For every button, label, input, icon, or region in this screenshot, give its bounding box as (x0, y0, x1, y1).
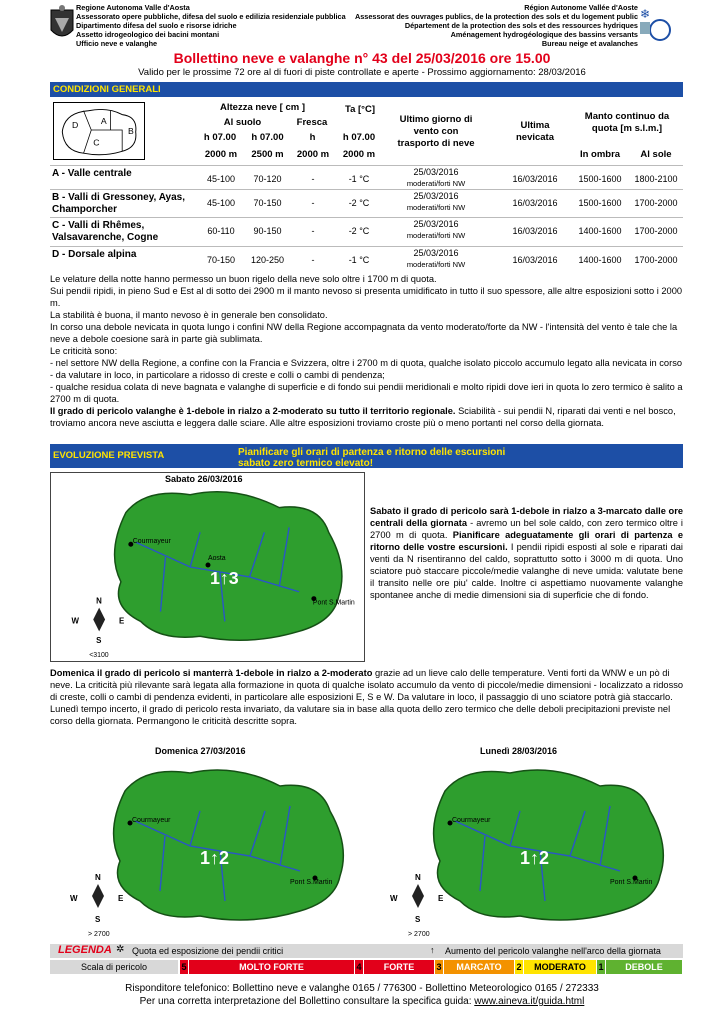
wind-date: 25/03/2016 (413, 248, 459, 258)
th-time: h 07.00 (251, 132, 284, 143)
th-ta: Ta [°C] (344, 104, 375, 115)
minimap-label: D (71, 120, 79, 131)
cover-shade: 1400-1600 (578, 226, 622, 236)
header-left-line: Assessorato opere pubbliche, difesa del suolo e edilizia residenziale pubblica (76, 12, 346, 21)
snow-2000: 45-100 (206, 198, 236, 208)
paragraph-tail: Sciabilità - sui pendii N, riparati dai venti e nel bosco, troviamo ancora neve asciutta e leggera dalle sciare. Alle altre esposizioni troviamo croste più o meno portanti nel corso della giornata. (50, 406, 676, 428)
minimap-label: A (100, 116, 107, 127)
header-right (355, 3, 638, 48)
compass-e: E (118, 894, 124, 903)
header-left (76, 3, 346, 48)
scale-level-label: MODERATO (524, 960, 596, 974)
sunday-bold: Domenica il grado di pericolo si manterrà 1-debole in rialzo a 2-moderato (50, 668, 373, 678)
th-time: h 07.00 (342, 132, 376, 143)
compass-w: W (71, 616, 79, 626)
header-left-line: Regione Autonoma Valle d'Aosta (76, 3, 190, 12)
place-pont: Pont S.Martin (312, 599, 355, 607)
legend-bar (50, 944, 683, 958)
arrow-up-icon: ↑ (430, 945, 435, 955)
legend-left: Quota ed esposizione dei pendii critici (132, 946, 284, 956)
snow-2500: 90-150 (253, 226, 282, 236)
legend-right: Aumento del pericolo valanghe nell'arco della giornata (445, 946, 661, 956)
temperature: -1 °C (348, 255, 370, 265)
compass-n: N (415, 873, 421, 882)
th-time: h (309, 132, 316, 143)
zone-name: B - Valli di Gressoney, Ayas, Champorcher (52, 192, 186, 215)
th-time: h 07.00 (203, 132, 237, 143)
table-row (50, 246, 683, 274)
minimap-label: C (93, 137, 100, 148)
header-left-line: Assetto idrogeologico dei bacini montani (76, 30, 220, 39)
header-right-line: Département de la protection des sols et des ressources hydriques (404, 21, 638, 30)
compass-n: N (96, 596, 102, 606)
sunday-danger-level: 1↑2 (200, 848, 230, 868)
wind-desc: moderati/forti NW (406, 179, 466, 188)
th-quota: 2000 m (204, 149, 238, 160)
snow-2000: 45-100 (206, 174, 236, 184)
header (46, 3, 678, 49)
th-fresca: Fresca (296, 117, 328, 128)
paragraph: Le velature della notte hanno permesso un buon rigelo della neve solo oltre i 1700 m di quota. (50, 274, 437, 284)
saturday-label: Sabato 26/03/2016 (165, 474, 243, 484)
forecast-text (50, 667, 685, 727)
place-courmayeur: Courmayeur (452, 817, 491, 824)
saturday-map (50, 472, 365, 662)
th-quota: 2000 m (296, 149, 330, 160)
fresh-snow: - (311, 198, 315, 208)
last-snowfall: 16/03/2016 (512, 226, 558, 236)
paragraph: - nel settore NW della Regione, a confine con la Francia e Svizzera, oltre i 2700 m di quota, qualche isolato piccolo accumulo legato alla nevicata in corso - da valutare in loco, in particolare a ridosso di creste e colli o cambi di pendenza; (50, 358, 683, 380)
header-right-line: Région Autonome Vallée d'Aoste (524, 3, 638, 12)
cover-sun: 1800-2100 (634, 174, 678, 184)
place-pont: Pont S.Martin (610, 879, 653, 886)
snow-2500: 120-250 (250, 255, 285, 265)
general-conditions-text (50, 273, 685, 429)
cover-shade: 1500-1600 (578, 174, 622, 184)
monday-limit: > 2700 (408, 931, 430, 938)
paragraph: Sui pendii ripidi, in pieno Sud e Est al di sotto dei 2900 m il manto nevoso si presenta umidificato in tutto il suo spessore, alle altre esposizioni sotto i 2000 m. (50, 286, 683, 308)
sunday-limit: > 2700 (88, 931, 110, 938)
scale-level-number: 1 (598, 962, 604, 972)
saturday-text (370, 505, 683, 601)
zone-name: C - Valli di Rhêmes, Valsavarenche, Cogne (52, 220, 159, 243)
cover-shade: 1500-1600 (578, 198, 622, 208)
last-snowfall: 16/03/2016 (512, 198, 558, 208)
danger-scale (50, 960, 683, 974)
scale-level-label: FORTE (364, 960, 434, 974)
temperature: -2 °C (348, 226, 370, 236)
sunday-body: grazie ad un lieve calo delle temperature. Venti forti da WNW e un pò di neve. La criticità più rilevante sarà legata alla formazione in quota di qualche isolato accumulo da vento di piccole/medie dimensioni - localizzato a ridosso di creste, colli o cambi di pendenza evidenti, in particolare alle esposizioni E, S e W. Da valutare in loco, il passaggio di uno sciatore potrà già staccarlo. (50, 668, 684, 702)
wind-desc: moderati/forti NW (406, 203, 466, 212)
danger-summary: Il grado di pericolo valanghe è 1-debole in rialzo a 2-moderato su tutto il territorio regionale. (50, 406, 456, 416)
th-nevicata: Ultima nevicata (515, 120, 555, 143)
paragraph: Le criticità sono: (50, 346, 118, 356)
section-note: Pianificare gli orari di partenza e ritorno delle escursioni sabato zero termico elevato! (238, 447, 506, 469)
compass-e: E (438, 894, 444, 903)
section-evoluzione-prevista: EVOLUZIONE PREVISTA (50, 444, 683, 468)
th-ombra: In ombra (579, 149, 621, 160)
compass-w: W (70, 894, 78, 903)
scale-label: Scala di pericolo (50, 960, 178, 974)
zone-minimap (53, 102, 145, 160)
th-quota: 2000 m (342, 149, 376, 160)
zone-name: D - Dorsale alpina (52, 249, 137, 260)
saturday-body: I pendii ripidi esposti al sole e riparati dai venti da N risentiranno del caldo, soprattutto sotto i 3000 m di quota. Uno sciatore può staccare piccole/medie valanghe di neve umida: valutate bene il transito nelle ore piu' calde. Inoltre ci aspettiamo nuovamente valanghe spontanee anche di medie dimensioni sia di superficie che di fondo. (370, 542, 683, 600)
paragraph: In corso una debole nevicata in quota lungo i confini NW della Regione accompagnata da vento moderato/forte da NW - l'intensità del vento è tale che la neve a debole coesione sarà in parte già sublimata. (50, 322, 678, 344)
compass-s: S (96, 636, 102, 646)
header-left-line: Ufficio neve e valanghe (76, 39, 158, 48)
cover-sun: 1700-2000 (634, 198, 678, 208)
wind-desc: moderati/forti NW (406, 260, 466, 269)
aspect-rose-icon: ✲ (116, 944, 125, 955)
header-right-line: Aménagement hydrogéologique des bassins versants (450, 30, 638, 39)
compass-w: W (390, 894, 398, 903)
th-vento: Ultimo giorno di vento con trasporto di neve (397, 114, 475, 149)
fresh-snow: - (311, 255, 315, 265)
footer-phones: Risponditore telefonico: Bollettino neve e valanghe 0165 / 776300 - Bollettino Meteorologico 0165 / 272333 (125, 983, 599, 994)
scale-level-number: 5 (181, 962, 187, 972)
paragraph (50, 667, 685, 703)
cover-sun: 1700-2000 (634, 226, 678, 236)
wind-date: 25/03/2016 (413, 219, 459, 229)
place-courmayeur: Courmayeur (132, 817, 171, 824)
monday-map (380, 746, 683, 941)
sunday-label: Domenica 27/03/2016 (155, 746, 246, 756)
page-subtitle: Valido per le prossime 72 ore al di fuori di piste controllate e aperte - Prossimo aggiornamento: 28/03/2016 (138, 67, 586, 78)
saturday-bold: Sabato il grado di pericolo sarà 1-debole in rialzo a 3-marcato dalle ore centrali della giornata (370, 506, 683, 528)
scale-level-label: MOLTO FORTE (189, 960, 354, 974)
footer-guide-text: Per una corretta interpretazione del Bollettino consultare la specifica guida: (139, 996, 475, 1007)
saturday-limit: <3100 (89, 652, 109, 660)
page-title: Bollettino neve e valanghe n° 43 del 25/03/2016 ore 15.00 (173, 50, 551, 66)
header-left-line: Dipartimento difesa del suolo e risorse idriche (76, 21, 237, 30)
paragraph: Lunedì tempo incerto, il grado di pericolo resta invariato, da valutare sia in base alla quota dello zero termico che delle deboli precipitazioni previste nel corso della giornata. Permangono le criticità descritte sopra. (50, 704, 671, 726)
header-right-line: Bureau neige et avalanches (541, 39, 638, 48)
temperature: -2 °C (348, 198, 370, 208)
cover-shade: 1400-1600 (578, 255, 622, 265)
sunday-map (50, 746, 365, 941)
place-aosta: Aosta (207, 555, 226, 563)
zone-name: A - Valle centrale (52, 168, 132, 179)
compass-e: E (118, 616, 125, 626)
last-snowfall: 16/03/2016 (512, 255, 558, 265)
minimap-label: B (127, 125, 134, 136)
fresh-snow: - (311, 174, 315, 184)
monday-label: Lunedì 28/03/2016 (480, 746, 558, 756)
th-quota: 2500 m (251, 149, 284, 160)
saturday-body: - avremo un bel sole caldo, con zero termico oltre i 2700 m di quota. (370, 518, 683, 540)
scale-level-number: 2 (516, 962, 522, 972)
last-snowfall: 16/03/2016 (512, 174, 558, 184)
th-altezza: Altezza neve [ cm ] (220, 102, 305, 113)
table-row (50, 189, 683, 217)
section-condizioni-generali: CONDIZIONI GENERALI (50, 82, 683, 97)
compass-s: S (415, 915, 421, 924)
scale-level-number: 3 (436, 962, 442, 972)
legend-title: LEGENDA (58, 944, 112, 956)
scale-level-label: MARCATO (444, 960, 514, 974)
guide-link[interactable]: www.aineva.it/guida.html (474, 996, 585, 1007)
paragraph: La stabilità è buona, il manto nevoso è in generale ben consolidato. (50, 310, 328, 320)
wind-date: 25/03/2016 (413, 191, 459, 201)
temperature: -1 °C (348, 174, 370, 184)
snowflake-logo-icon (638, 6, 672, 42)
scale-level-number: 4 (356, 962, 362, 972)
svg-text:❄: ❄ (640, 7, 651, 21)
footer-guide (0, 995, 724, 1008)
snow-2500: 70-120 (253, 174, 282, 184)
snow-2000: 70-150 (206, 255, 236, 265)
wind-desc: moderati/forti NW (406, 231, 466, 240)
monday-danger-level: 1↑2 (520, 848, 550, 868)
fresh-snow: - (311, 226, 315, 236)
table-row (50, 217, 683, 245)
scale-level-label: DEBOLE (606, 960, 682, 974)
saturday-danger-level: 1↑3 (209, 567, 239, 588)
paragraph: - qualche residua colata di neve bagnata e valanghe di superficie e di fondo sui pendii meridionali e molto ripidi dove ieri in quota lo zero termico è salito a 2700 m di quota. (50, 382, 683, 404)
header-right-line: Assessorat des ouvrages publics, de la protection des sols et du logement public (354, 12, 638, 21)
th-suolo: Al suolo (223, 117, 262, 128)
th-manto: Manto continuo da quota [m s.l.m.] (584, 111, 670, 134)
compass-s: S (95, 915, 101, 924)
snow-2500: 70-150 (253, 198, 282, 208)
saturday-bold: Pianificare adeguatamente gli orari di partenza e ritorno delle vostre escursioni. (370, 530, 683, 552)
place-pont: Pont S.Martin (290, 879, 333, 886)
footer (0, 982, 724, 1008)
wind-date: 25/03/2016 (413, 167, 459, 177)
paragraph (50, 405, 685, 429)
th-sole: Al sole (640, 149, 672, 160)
snow-2000: 60-110 (207, 226, 235, 236)
compass-n: N (95, 873, 101, 882)
place-courmayeur: Courmayeur (132, 538, 171, 546)
cover-sun: 1700-2000 (634, 255, 678, 265)
